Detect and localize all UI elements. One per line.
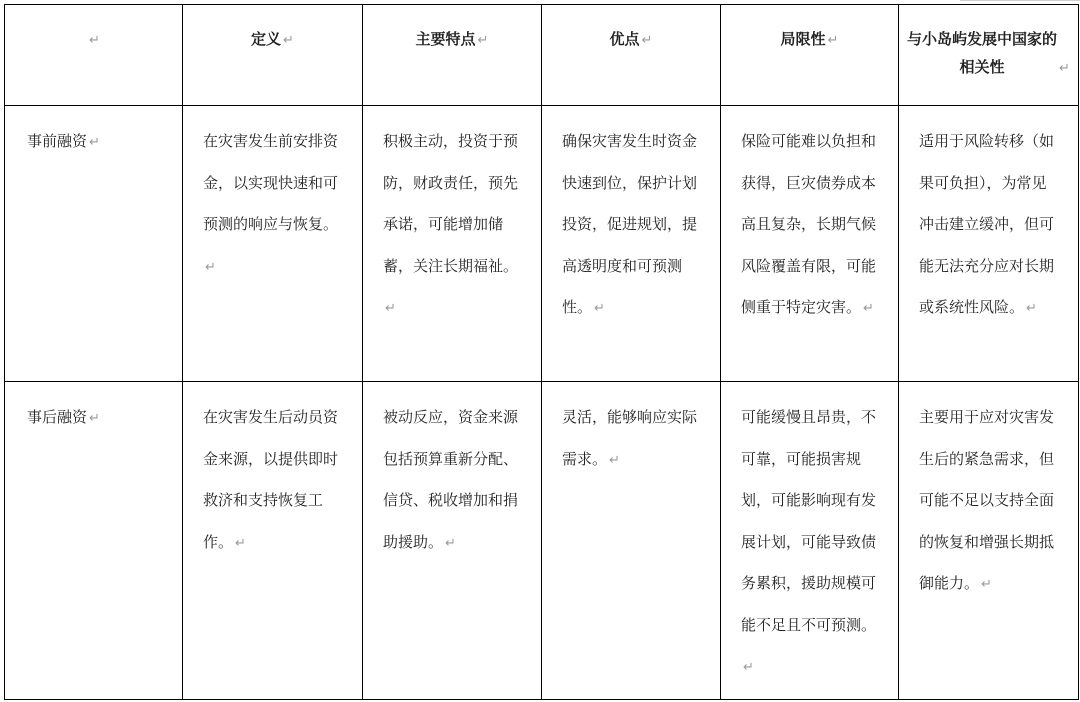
- row-label-ex-ante: 事前融资 ↵: [5, 106, 183, 382]
- table-cell: 确保灾害发生时资金快速到位，保护计划投资，促进规划，提高透明度和可预测性。 ↵: [542, 106, 721, 382]
- table-cell: 主要用于应对灾害发生后的紧急需求，但可能不足以支持全面的恢复和增强长期抵御能力。 ↵: [899, 382, 1079, 700]
- table-cell: 在灾害发生后动员资金来源，以提供即时救济和支持恢复工作。 ↵: [183, 382, 363, 700]
- row-label-ex-post: 事后融资 ↵: [5, 382, 183, 700]
- table-cell: 适用于风险转移（如果可负担），为常见冲击建立缓冲，但可能无法充分应对长期或系统性风险。 ↵: [899, 106, 1079, 382]
- return-mark: ↵: [594, 301, 605, 316]
- return-mark: ↵: [1059, 61, 1070, 76]
- table-row: [5, 382, 1079, 700]
- table-cell: 被动反应，资金来源包括预算重新分配、信贷、税收增加和捐助援助。 ↵: [363, 382, 542, 700]
- table-row: [5, 106, 1079, 382]
- return-mark: ↵: [89, 33, 100, 48]
- return-mark: ↵: [641, 33, 653, 48]
- header-cell-features: 主要特点 ↵: [363, 5, 542, 106]
- return-mark: ↵: [89, 135, 100, 150]
- return-mark: ↵: [863, 301, 874, 316]
- return-mark: ↵: [609, 452, 620, 468]
- table-cell: 保险可能难以负担和获得，巨灾债券成本高且复杂，长期气候风险覆盖有限，可能侧重于特定灾害。 ↵: [721, 106, 899, 382]
- return-mark: ↵: [235, 535, 246, 551]
- return-mark: ↵: [283, 33, 294, 48]
- header-row: [5, 5, 1079, 106]
- header-cell-advantages: 优点 ↵: [542, 5, 721, 106]
- header-cell-definition: 定义 ↵: [183, 5, 363, 106]
- header-cell-empty: [5, 5, 183, 106]
- table-cell: 灵活，能够响应实际需求。 ↵: [542, 382, 721, 700]
- return-mark: ↵: [385, 301, 396, 316]
- return-mark: ↵: [89, 411, 100, 426]
- header-cell-relevance: 与小岛屿发展中国家的相关性 ↵: [899, 5, 1079, 106]
- return-mark: ↵: [743, 660, 754, 675]
- return-mark: ↵: [205, 259, 216, 275]
- table-cell: 积极主动，投资于预防，财政责任，预先承诺，可能增加储蓄，关注长期福祉。↵: [363, 106, 542, 382]
- return-mark: ↵: [827, 33, 839, 48]
- financing-comparison-table: [4, 4, 1079, 700]
- header-cell-limitations: 局限性 ↵: [721, 5, 899, 106]
- table-cell: 可能缓慢且昂贵，不可靠，可能损害规划，可能影响现有发展计划，可能导致债务累积，援助规模可能不足且不可预测。↵: [721, 382, 899, 700]
- return-mark: ↵: [1026, 301, 1037, 316]
- return-mark: ↵: [445, 535, 456, 551]
- table-cell: 在灾害发生前安排资金，以实现快速和可预测的响应与恢复。↵: [183, 106, 363, 382]
- return-mark: ↵: [477, 33, 489, 48]
- return-mark: ↵: [981, 577, 992, 592]
